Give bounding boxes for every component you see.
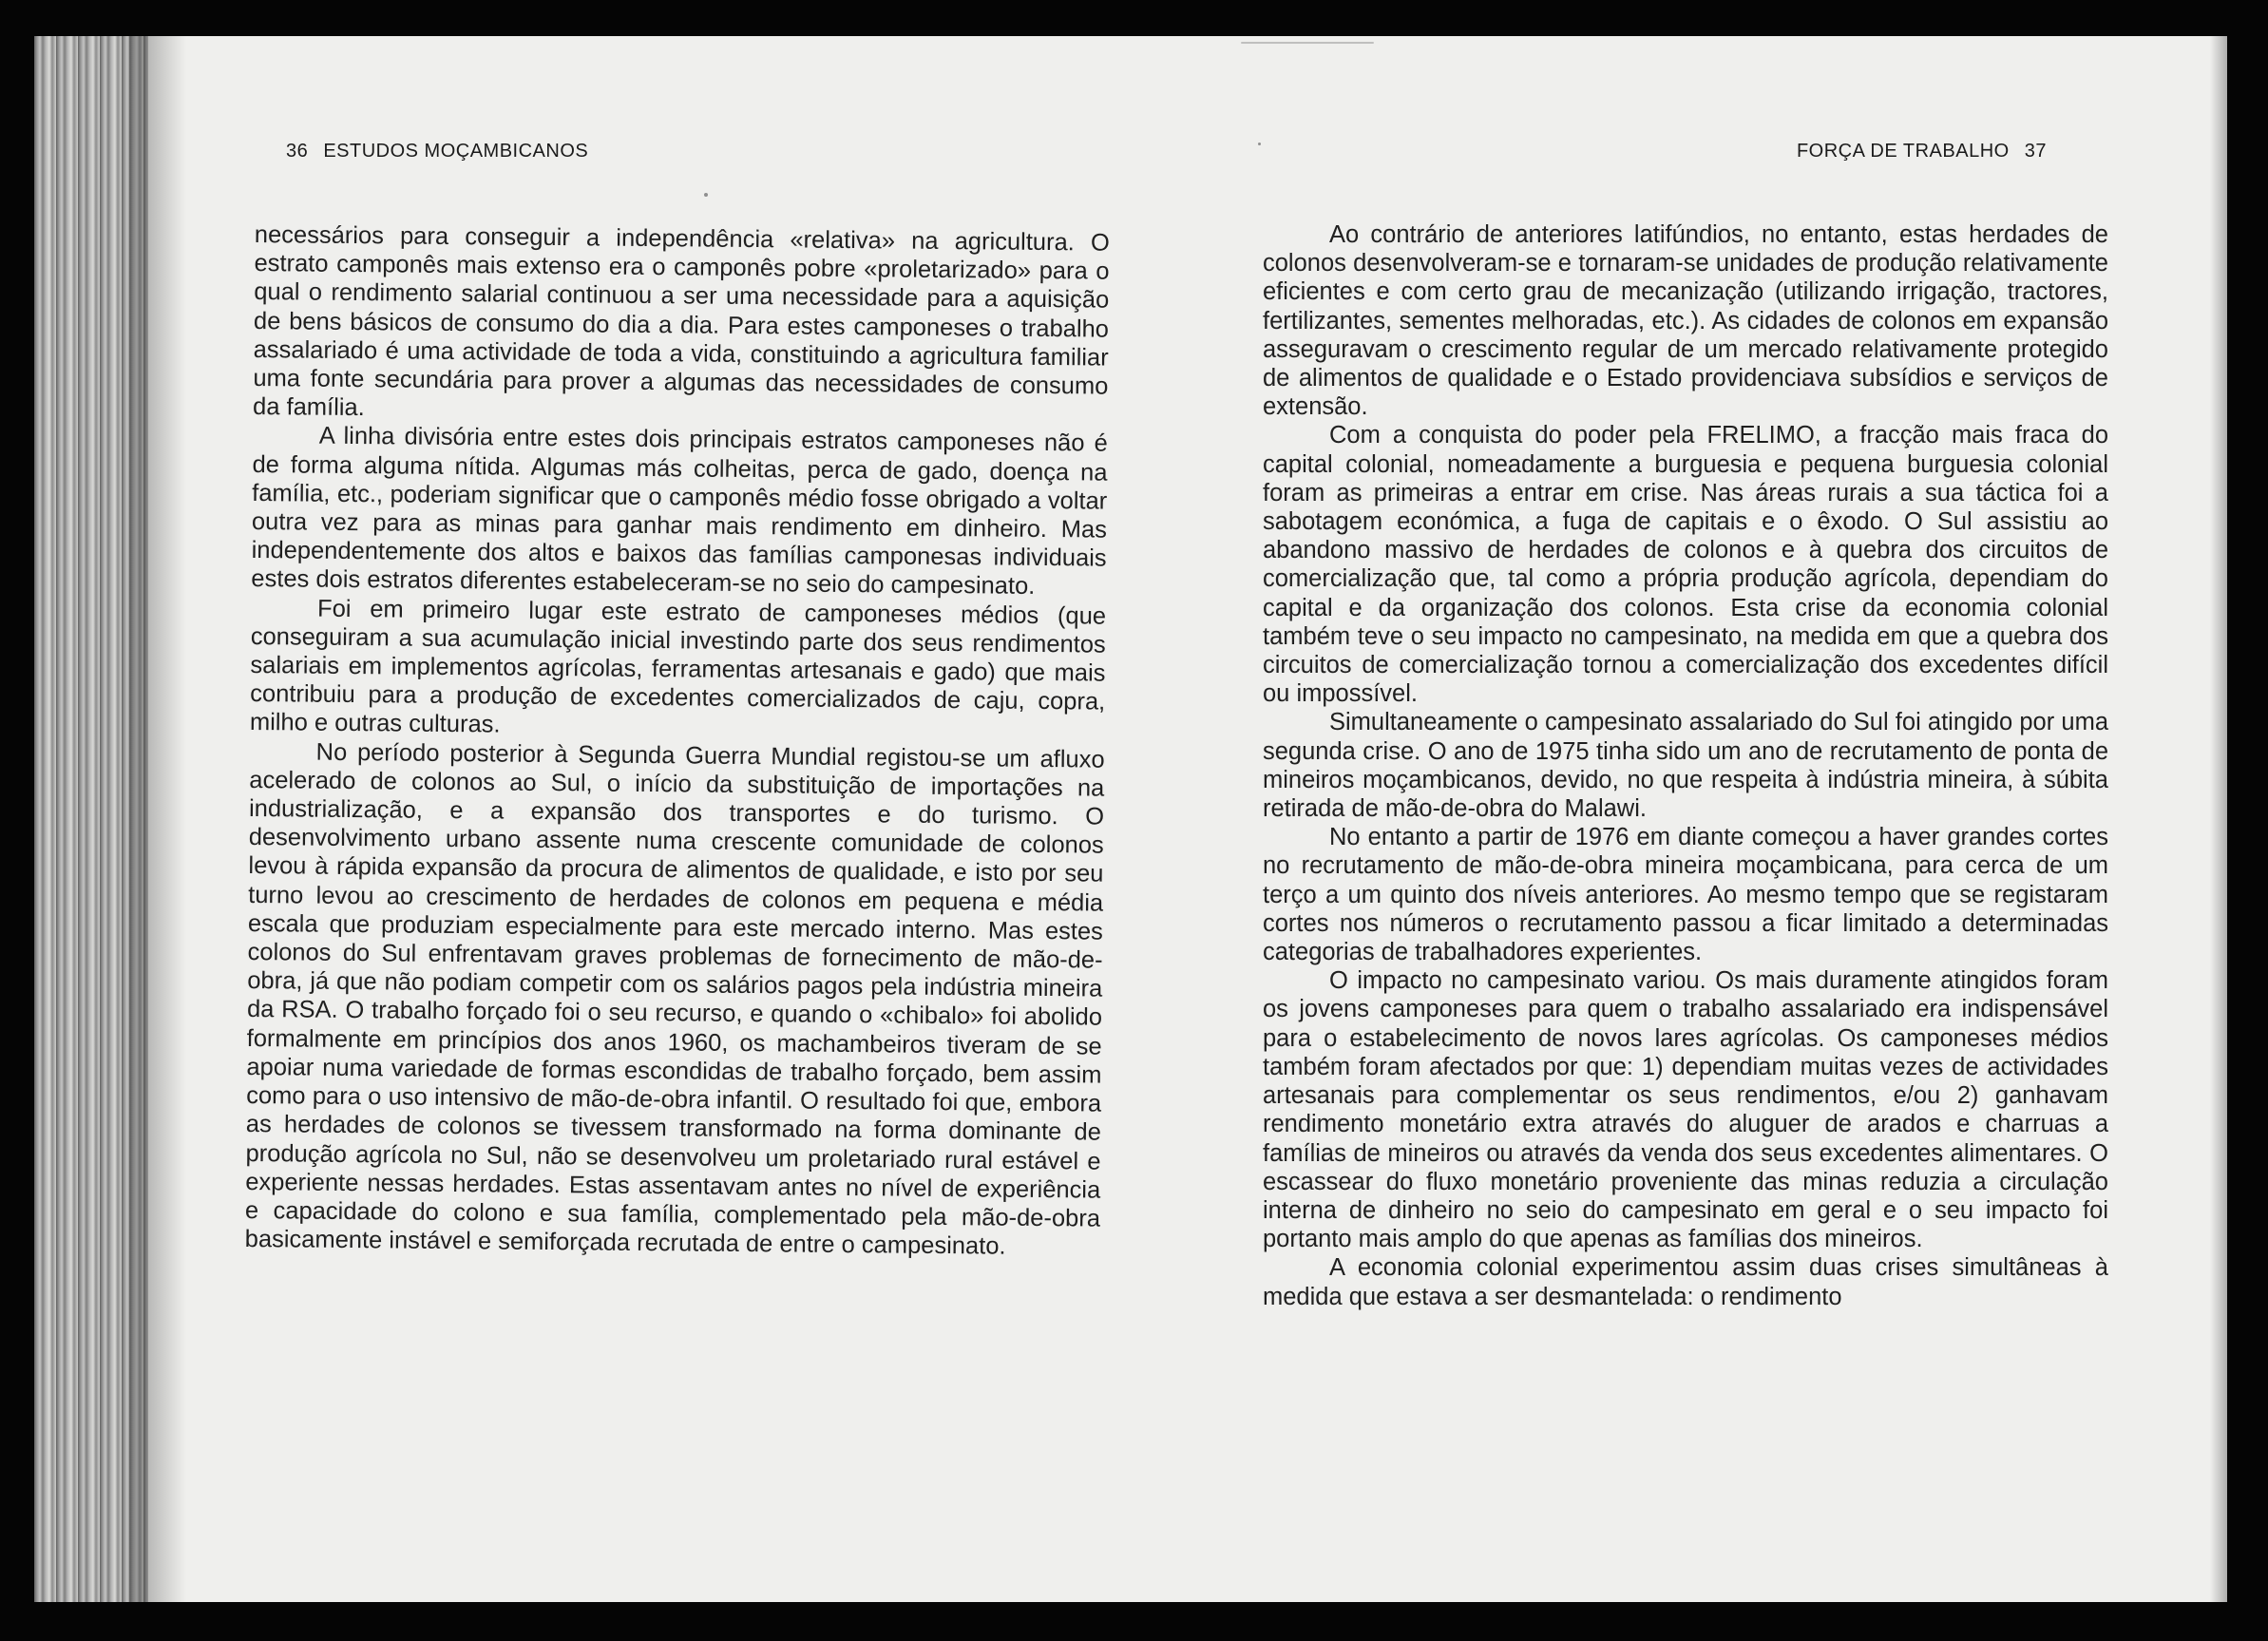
page-edge-shadow: [2210, 36, 2227, 1602]
left-page-text: [245, 220, 1110, 1262]
left-page-header: [276, 141, 588, 162]
paragraph: A linha divisória entre estes dois principais estratos camponeses não é de forma alguma nítida. Algumas más colheitas, perca de gado, doença na família, etc., poderiam significar que o camponês médio fosse obrigado a voltar outra vez para as minas para ganhar mais rendimento em dinheiro. Mas independentemente dos altos e baixos das famílias camponesas individuais estes dois estratos diferentes estabeleceram-se no seio do campesinato.: [251, 423, 1108, 601]
left-running-title: ESTUDOS MOÇAMBICANOS: [323, 141, 589, 162]
right-page-number: 37: [2024, 141, 2047, 162]
paragraph: Ao contrário de anteriores latifúndios, no entanto, estas herdades de colonos desenvolveram-se e tornaram-se unidades de produção relativamente eficientes e com certo grau de mecanização (utilizando irrigação, tractores, fertilizantes, sementes melhoradas, etc.). As cidades de colonos em expansão asseguravam o crescimento regular de um mercado relativamente protegido de alimentos de qualidade e o Estado providenciava subsídios e serviços de extensão.: [1263, 221, 2108, 421]
paragraph: A economia colonial experimentou assim duas crises simultâneas à medida que estava a ser desmantelada: o rendimento: [1263, 1254, 2108, 1310]
paragraph: Com a conquista do poder pela FRELIMO, a fracção mais fraca do capital colonial, nomeadamente a burguesia e pequena burguesia colonial foram as primeiras a entrar em crise. Nas áreas rurais a sua táctica foi a sabotagem económica, a fuga de capitais e o êxodo. O Sul assistiu ao abandono massivo de herdades de colonos e à quebra dos circuitos de comercialização que, tal como a própria produção agrícola, dependiam do capital e da organização dos colonos. Esta crise da economia colonial também teve o seu impacto no campesinato, na medida em que a quebra dos circuitos de comercialização tornou a comercialização dos excedentes difícil ou impossível.: [1263, 422, 2108, 708]
paper-sheet: [34, 36, 2227, 1602]
scan-artifact: [704, 193, 708, 197]
binding-fade: [129, 36, 186, 1602]
left-page-number: 36: [286, 141, 309, 162]
scan-artifact: [1241, 42, 1374, 44]
paragraph: necessários para conseguir a independência «relativa» na agricultura. O estrato camponês mais extenso era o camponês pobre «proletarizado» para o qual o rendimento salarial continuou a ser uma necessidade para a aquisição de bens básicos de consumo do dia a dia. Para estes camponeses o trabalho assalariado é uma actividade de toda a vida, constituindo a agricultura familiar uma fonte secundária para prover a algumas das necessidades de consumo da família.: [252, 220, 1110, 422]
paragraph: No entanto a partir de 1976 em diante começou a haver grandes cortes no recrutamento de mão-de-obra mineira moçambicana, para cerca de um terço a um quinto dos níveis anteriores. Ao mesmo tempo que se registaram cortes nos números o recrutamento passou a ficar limitado a determinadas categorias de trabalhadores experientes.: [1263, 824, 2108, 966]
paragraph: Simultaneamente o campesinato assalariado do Sul foi atingido por uma segunda crise. O ano de 1975 tinha sido um ano de recrutamento de ponta de mineiros moçambicanos, devido, no que respeita à indústria mineira, à súbita retirada de mão-de-obra do Malawi.: [1263, 709, 2108, 823]
right-running-title: FORÇA DE TRABALHO: [1796, 141, 2010, 162]
paragraph: O impacto no campesinato variou. Os mais duramente atingidos foram os jovens camponeses para quem o trabalho assalariado era indispensável para o estabelecimento de novos lares agrícolas. Os camponeses médios também foram afectados por que: 1) dependiam muitas vezes de actividades artesanais para complementar os seus rendimentos, e/ou 2) ganhavam rendimento monetário extra através do aluguer de arados e charruas a famílias de mineiros ou através da venda dos seus excedentes alimentares. O escassear do fluxo monetário proveniente das minas reduzia a circulação interna de dinheiro no seio do campesinato em geral e o seu impacto foi portanto mais amplo do que apenas as famílias dos mineiros.: [1263, 967, 2108, 1253]
paragraph: No período posterior à Segunda Guerra Mundial registou-se um afluxo acelerado de colonos ao Sul, o início da substituição de importações na industrialização, e a expansão dos transportes e do turismo. O desenvolvimento urbano assente numa crescente comunidade de colonos levou à rápida expansão da procura de alimentos de qualidade, e isto por seu turno levou ao crescimento de herdades de colonos em pequena e média escala que produziam especialmente para este mercado interno. Mas estes colonos do Sul enfrentavam graves problemas de fornecimento de mão-de-obra, já que não podiam competir com os salários pagos pela indústria mineira da RSA. O trabalho forçado foi o seu recurso, e quando o «chibalo» foi abolido formalmente em princípios dos anos 1960, os machambeiros tiveram de se apoiar numa variedade de formas escondidas de trabalho forçado, bem assim como para o uso intensivo de mão-de-obra infantil. O resultado foi que, embora as herdades de colonos se tivessem transformado na forma dominante de produção agrícola no Sul, não se desenvolveu um proletariado rural estável e experiente nessas herdades. Estas assentavam antes no nível de experiência e capacidade do colono e sua família, complementado pela mão-de-obra basicamente instável e semiforçada recrutada de entre o campesinato.: [244, 738, 1105, 1260]
scan-artifact: [1258, 143, 1261, 145]
right-page-header: [1797, 141, 2056, 162]
right-page-text: [1263, 220, 2108, 1311]
paragraph: Foi em primeiro lugar este estrato de camponeses médios (que conseguiram a sua acumulação inicial investindo parte dos seus rendimentos salariais em implementos agrícolas, ferramentas artesanais e gado) que mais contribuiu para a produção de excedentes comercializados de caju, copra, milho e outras culturas.: [249, 595, 1107, 738]
